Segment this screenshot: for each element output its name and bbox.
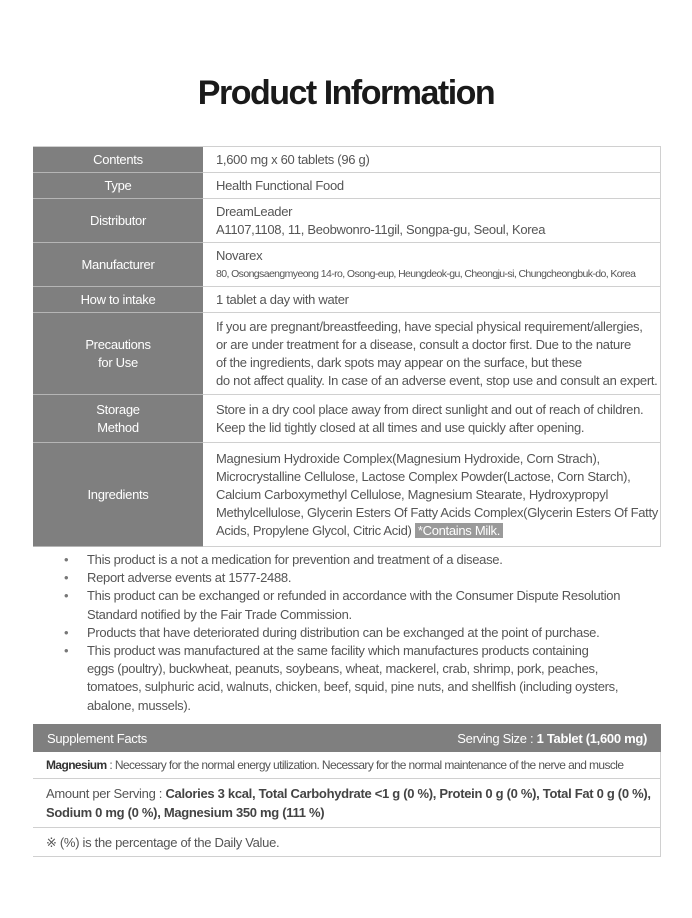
- value-ingredients: [203, 443, 661, 547]
- precautions-line: or are under treatment for a disease, consult a doctor first. Due to the nature: [216, 336, 631, 352]
- storage-line: Keep the lid tightly closed at all times and use quickly after opening.: [216, 419, 585, 435]
- product-info-table: [33, 146, 661, 547]
- ingredients-line: Magnesium Hydroxide Complex(Magnesium Hydroxide, Corn Strach),: [216, 450, 600, 466]
- value-precautions: [203, 313, 661, 395]
- value-manufacturer: [203, 243, 661, 287]
- notice-item: [60, 551, 660, 569]
- label-intake: How to intake: [33, 287, 203, 313]
- amount-values-2: Sodium 0 mg (0 %), Magnesium 350 mg (111 %): [46, 805, 325, 820]
- row-contents: [33, 147, 661, 173]
- label-contents: Contents: [33, 147, 203, 173]
- ingredients-line: Methylcellulose, Glycerin Esters Of Fatty Acids Complex(Glycerin Esters Of Fatty: [216, 504, 658, 520]
- supplement-facts: [33, 724, 661, 857]
- serving-size-value: 1 Tablet (1,600 mg): [536, 730, 647, 746]
- notice-list: [60, 551, 660, 715]
- notice-item: [60, 624, 660, 642]
- serving-size-label: Serving Size :: [457, 730, 534, 746]
- label-precautions: [33, 313, 203, 395]
- label-type: Type: [33, 173, 203, 199]
- value-contents: 1,600 mg x 60 tablets (96 g): [203, 147, 661, 173]
- supplement-facts-title: Supplement Facts: [47, 730, 147, 746]
- notice-text: Report adverse events at 1577-2488.: [87, 570, 292, 586]
- row-storage: [33, 395, 661, 443]
- notice-text: This product was manufactured at the same facility which manufactures products containing: [87, 643, 589, 659]
- bullet-icon: •: [64, 570, 69, 586]
- notice-text: This product can be exchanged or refunded in accordance with the Consumer Dispute Resolution: [87, 588, 621, 604]
- supplement-facts-header: [33, 724, 661, 752]
- precautions-line: of the ingredients, dark spots may appear on the surface, but these: [216, 354, 582, 370]
- row-ingredients: [33, 443, 661, 547]
- label-manufacturer: Manufacturer: [33, 243, 203, 287]
- notice-text: This product is a not a medication for prevention and treatment of a disease.: [87, 552, 503, 567]
- label-precautions-line2: for Use: [98, 354, 138, 370]
- amount-line: [46, 803, 660, 822]
- ingredients-line: Calcium Carboxymethyl Cellulose, Magnesium Stearate, Hydroxypropyl: [216, 486, 609, 502]
- bullet-icon: •: [64, 643, 69, 659]
- ingredients-last-text: Acids, Propylene Glycol, Citric Acid): [216, 522, 412, 538]
- notice-text: eggs (poultry), buckwheat, peanuts, soybeans, wheat, mackerel, crab, shrimp, pork, peaches,: [87, 661, 599, 677]
- row-precautions: [33, 313, 661, 395]
- amount-line: [46, 784, 660, 803]
- daily-value-footnote: ※ (%) is the percentage of the Daily Value.: [33, 828, 661, 857]
- notice-text: abalone, mussels).: [87, 697, 191, 713]
- row-distributor: [33, 199, 661, 243]
- manufacturer-address: 80, Osongsaengmyeong 14-ro, Osong-eup, Heungdeok-gu, Cheongju-si, Chungcheongbuk-do, Korea: [216, 267, 636, 280]
- label-storage-line2: Method: [97, 419, 139, 435]
- bullet-icon: •: [64, 552, 69, 567]
- storage-line: Store in a dry cool place away from direct sunlight and out of reach of children.: [216, 401, 644, 417]
- distributor-name: DreamLeader: [216, 203, 293, 219]
- label-storage: [33, 395, 203, 443]
- magnesium-description: : Necessary for the normal energy utilization. Necessary for the normal maintenance of the nerve and muscle: [106, 758, 624, 772]
- label-storage-line1: Storage: [96, 401, 140, 417]
- notice-item: [60, 587, 660, 623]
- value-storage: [203, 395, 661, 443]
- label-precautions-line1: Precautions: [85, 336, 151, 352]
- value-intake: 1 tablet a day with water: [203, 287, 661, 313]
- ingredients-line: [216, 522, 660, 540]
- label-distributor: Distributor: [33, 199, 203, 243]
- notice-text: tomatoes, sulphuric acid, walnuts, chicken, beef, squid, pine nuts, and shellfish (including oysters,: [87, 679, 619, 695]
- serving-size: [457, 731, 647, 746]
- milk-warning-badge: *Contains Milk.: [415, 523, 503, 538]
- bullet-icon: •: [64, 588, 69, 604]
- page-title: Product Information: [197, 74, 495, 112]
- amount-values-1: Calories 3 kcal, Total Carbohydrate <1 g (0 %), Protein 0 g (0 %), Total Fat 0 g (0 %),: [165, 786, 651, 801]
- notice-item: [60, 642, 660, 715]
- distributor-address: A1107,1108, 11, Beobwonro-11gil, Songpa-gu, Seoul, Korea: [216, 221, 546, 237]
- label-ingredients: Ingredients: [33, 443, 203, 547]
- precautions-line: If you are pregnant/breastfeeding, have special physical requirement/allergies,: [216, 318, 643, 334]
- amount-label: Amount per Serving :: [46, 786, 166, 801]
- notice-item: [60, 569, 660, 587]
- amount-per-serving-row: [33, 779, 661, 828]
- row-intake: [33, 287, 661, 313]
- ingredients-line: Microcrystalline Cellulose, Lactose Complex Powder(Lactose, Corn Starch),: [216, 468, 631, 484]
- precautions-line: do not affect quality. In case of an adverse event, stop use and consult an expert.: [216, 372, 658, 388]
- row-manufacturer: [33, 243, 661, 287]
- bullet-icon: •: [64, 624, 69, 640]
- magnesium-row: [33, 752, 661, 779]
- row-type: [33, 173, 661, 199]
- manufacturer-name: Novarex: [216, 247, 263, 263]
- notice-text: Products that have deteriorated during distribution can be exchanged at the point of purchase.: [87, 624, 600, 640]
- notice-text: Standard notified by the Fair Trade Commission.: [87, 606, 352, 622]
- value-type: Health Functional Food: [203, 173, 661, 199]
- magnesium-name: Magnesium: [46, 758, 107, 772]
- value-distributor: [203, 199, 661, 243]
